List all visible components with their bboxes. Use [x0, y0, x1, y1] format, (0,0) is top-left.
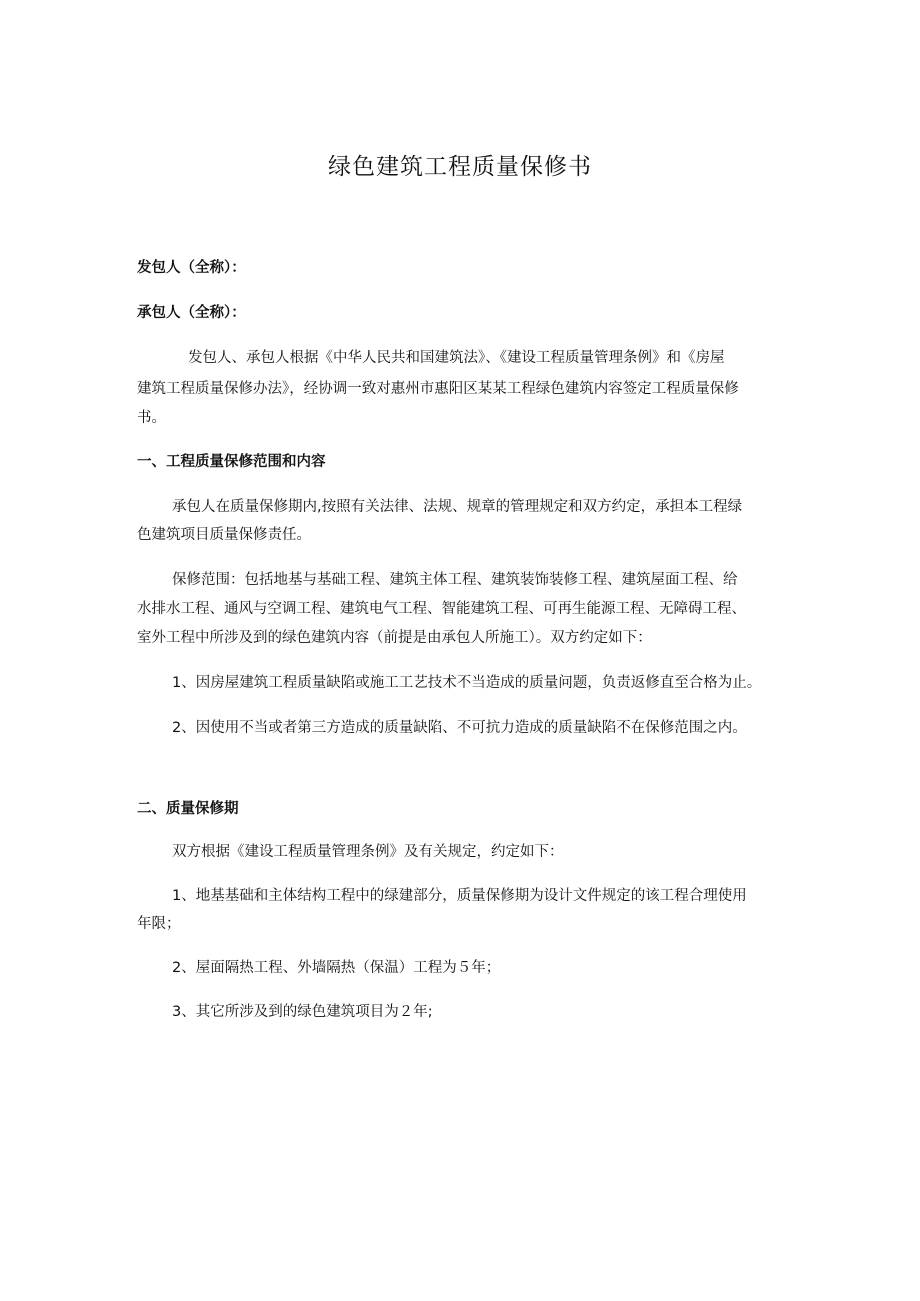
section1-item-2: 2、因使用不当或者第三方造成的质量缺陷、不可抗力造成的质量缺陷不在保修范围之内。 — [172, 720, 747, 736]
section1-para1-line-1: 承包人在质量保修期内,按照有关法律、法规、规章的管理规定和双方约定，承担本工程绿 — [172, 499, 743, 515]
employer-label: 发包人（全称）： — [137, 260, 246, 276]
section2-item1-line-2: 年限； — [137, 916, 181, 932]
section1-para2-line-1: 保修范围：包括地基与基础工程、建筑主体工程、建筑装饰装修工程、建筑屋面工程、给 — [172, 572, 738, 588]
intro-line-3: 书。 — [137, 410, 166, 426]
section1-heading: 一、工程质量保修范围和内容 — [137, 454, 326, 470]
contractor-label: 承包人（全称）： — [137, 305, 246, 321]
intro-line-2: 建筑工程质量保修办法》，经协调一致对惠州市惠阳区某某工程绿色建筑内容签定工程质量保修 — [137, 381, 739, 397]
section2-item-3: 3、其它所涉及到的绿色建筑项目为２年; — [172, 1004, 433, 1020]
section2-heading: 二、质量保修期 — [137, 801, 239, 817]
section2-item1-line-1: 1、地基基础和主体结构工程中的绿建部分，质量保修期为设计文件规定的该工程合理使用 — [172, 888, 747, 904]
section2-item-2: 2、屋面隔热工程、外墙隔热（保温）工程为５年； — [172, 960, 501, 976]
section1-para2-line-2: 水排水工程、通风与空调工程、建筑电气工程、智能建筑工程、可再生能源工程、无障碍工程、 — [137, 601, 746, 617]
section2-intro: 双方根据《建设工程质量管理条例》及有关规定，约定如下： — [172, 844, 564, 860]
section1-item-1: 1、因房屋建筑工程质量缺陷或施工工艺技术不当造成的质量问题，负责返修直至合格为止。 — [172, 675, 762, 691]
section1-para1-line-2: 色建筑项目质量保修责任。 — [137, 527, 311, 543]
document-title: 绿色建筑工程质量保修书 — [328, 154, 592, 180]
intro-line-1: 发包人、承包人根据《中华人民共和国建筑法》、《建设工程质量管理条例》和《房屋 — [188, 350, 725, 366]
section1-para2-line-3: 室外工程中所涉及到的绿色建筑内容（前提是由承包人所施工）。双方约定如下： — [137, 630, 652, 646]
